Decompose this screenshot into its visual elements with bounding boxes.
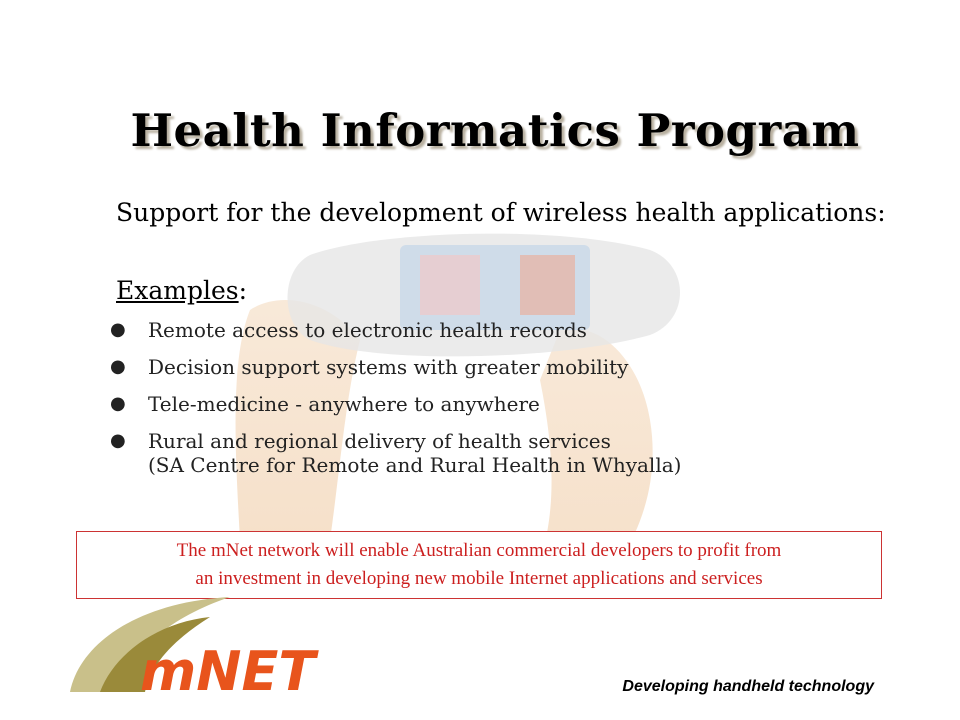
list-item-text: Decision support systems with greater mobility [148,355,629,379]
logo-wordmark [140,640,319,702]
bullet-icon: ● [110,393,126,414]
list-item [110,392,890,416]
bullet-icon: ● [110,319,126,340]
examples-label: Examples [116,276,239,305]
slide-title: Health Informatics Program [130,104,860,157]
list-item-text: Rural and regional delivery of health services [148,429,611,453]
list-item-text: Tele-medicine - anywhere to anywhere [148,392,540,416]
callout-line-2: an investment in developing new mobile Internet applications and services [195,568,763,589]
callout-box [76,531,882,599]
list-item [110,318,890,342]
logo-text: mNET [140,640,316,702]
examples-heading [116,276,247,305]
list-item [110,429,890,477]
list-item-text: Remote access to electronic health records [148,318,587,342]
bullet-icon: ● [110,356,126,377]
callout-line-1: The mNet network will enable Australian commercial developers to profit from [176,540,782,561]
examples-colon: : [238,276,248,305]
tagline: Developing handheld technology [622,678,874,695]
mnet-logo [60,592,360,702]
list-item [110,355,890,379]
intro-text: Support for the development of wireless health applications: [116,198,886,227]
examples-list [110,318,890,490]
bullet-icon: ● [110,430,126,451]
list-item-subtext: (SA Centre for Remote and Rural Health in Whyalla) [148,453,682,477]
